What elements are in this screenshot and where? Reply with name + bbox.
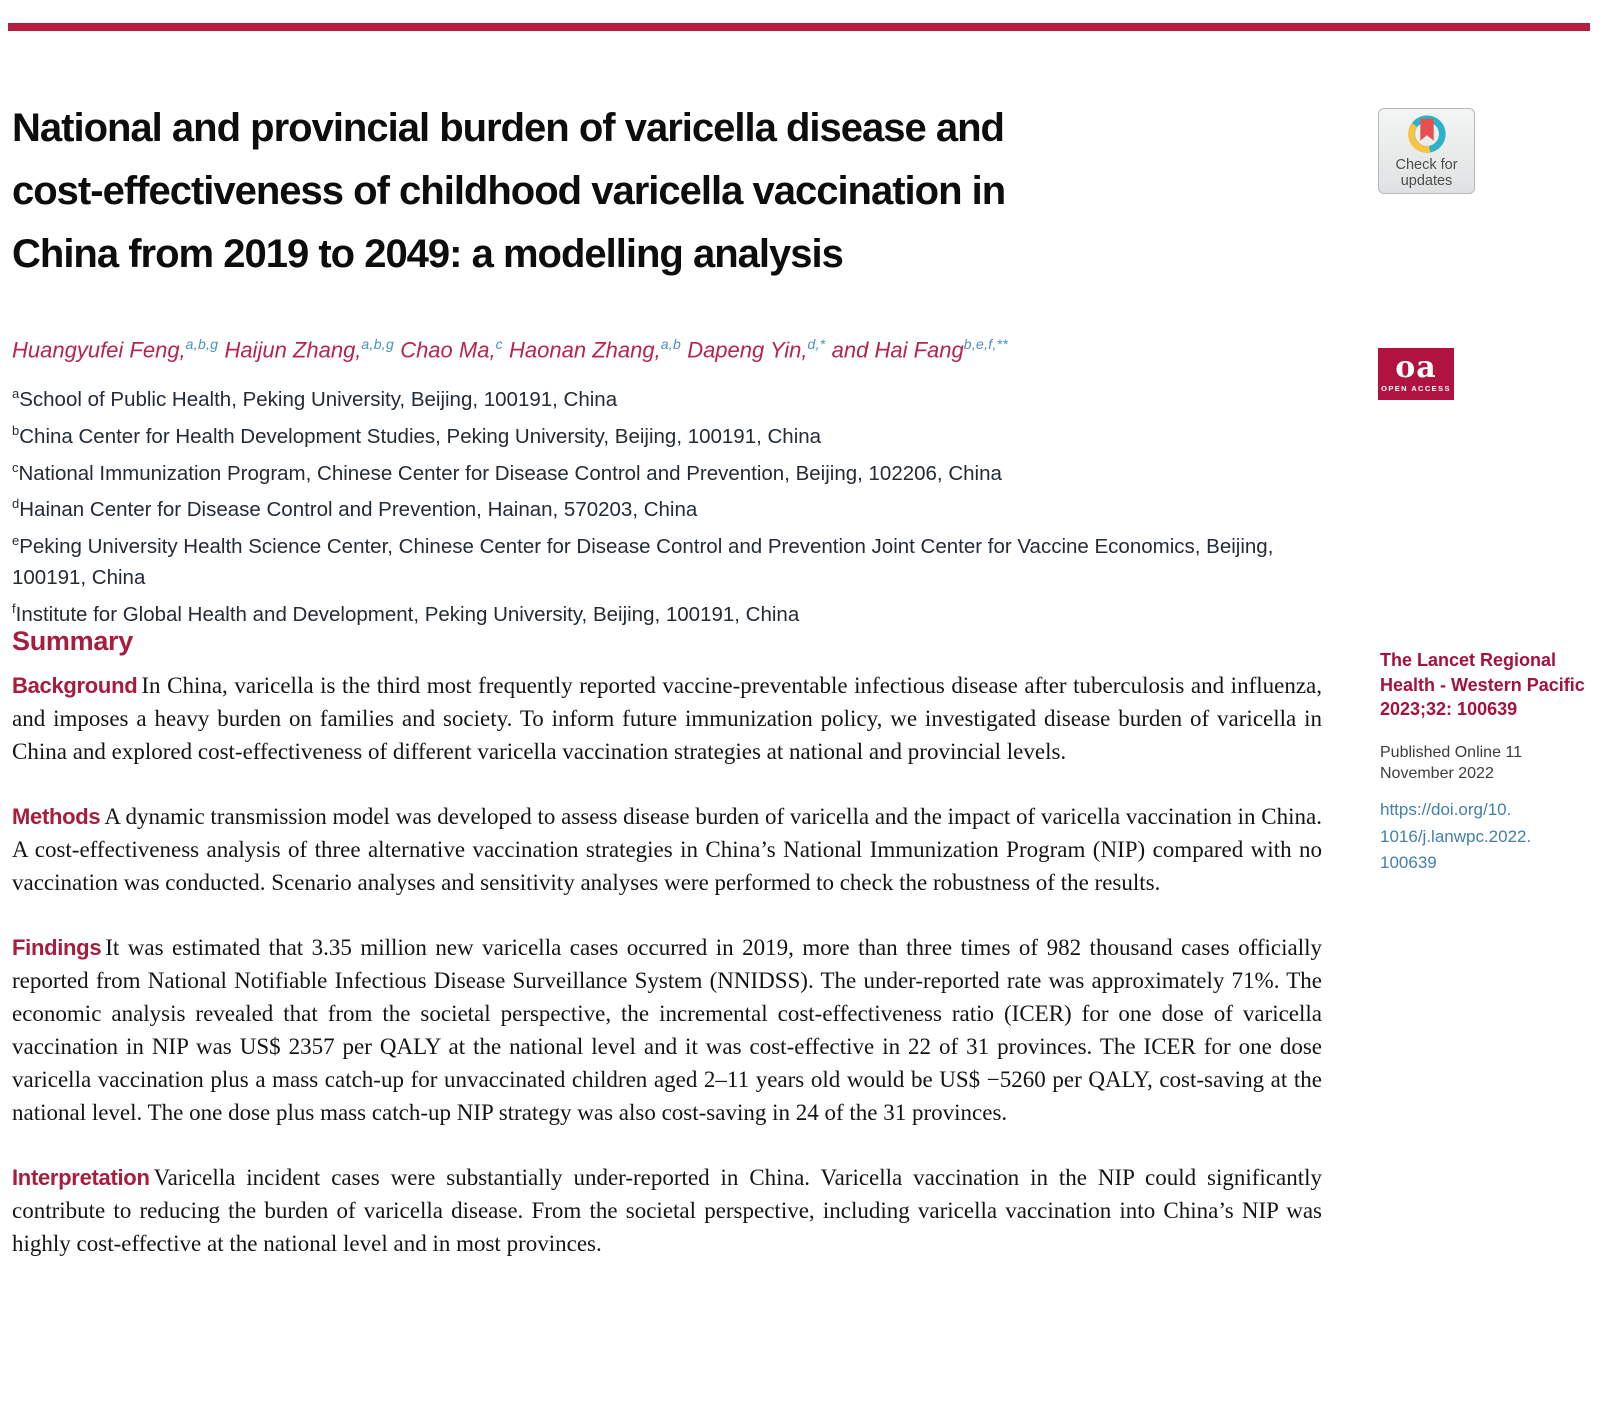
article-title-line: National and provincial burden of varicella disease and <box>12 106 1004 150</box>
summary-section-interpretation <box>12 1161 1322 1260</box>
section-text: Varicella incident cases were substantially under-reported in China. Varicella vaccination in the NIP could significantly contribute to reducing the burden of varicella disease. From the societal perspective, including varicella vaccination into China’s NIP was highly cost-effective at the national level and in most provinces. <box>12 1165 1322 1256</box>
author-list <box>12 336 1342 363</box>
author-name: Haonan Zhang, <box>509 337 661 363</box>
author-affiliation-superscript: c <box>495 336 503 352</box>
check-for-updates-badge[interactable] <box>1378 108 1475 194</box>
check-for-updates-icon <box>1404 113 1450 157</box>
summary-heading: Summary <box>12 626 133 656</box>
affiliation-item <box>12 488 1348 525</box>
journal-citation-line: Health - Western Pacific <box>1380 674 1585 695</box>
affiliation-superscript: c <box>12 459 19 475</box>
section-text: It was estimated that 3.35 million new varicella cases occurred in 2019, more than three times of 982 thousand cases officially reported from National Notifiable Infectious Disease Surveillance System (NNIDSS). The under-reported rate was approximately 71%. The economic analysis revealed that from the societal perspective, the incremental cost-effectiveness ratio (ICER) for one dose of varicella vaccination in NIP was US$ 2357 per QALY at the national level and it was cost-effective in 22 of 31 provinces. The ICER for one dose varicella vaccination plus a mass catch-up for unvaccinated children aged 2–11 years old would be US$ −5260 per QALY, cost-saving at the national level. The one dose plus mass catch-up NIP strategy was also cost-saving in 24 of the 31 provinces. <box>12 935 1322 1125</box>
summary-section-background <box>12 669 1322 768</box>
open-access-abbr: oa <box>1395 350 1437 385</box>
doi-line: 1016/j.lanwpc.2022. <box>1380 826 1532 846</box>
author-affiliation-superscript: b,e,f,** <box>963 336 1009 352</box>
author-affiliation-superscript: a,b <box>660 336 682 352</box>
article-title-line: China from 2019 to 2049: a modelling analysis <box>12 232 843 276</box>
journal-citation-line: The Lancet Regional <box>1380 650 1557 670</box>
affiliation-text: Peking University Health Science Center, Chinese Center for Disease Control and Prevention Joint Center for Vaccine Economics, Beijing, 100191, China <box>12 535 1274 590</box>
doi-link[interactable] <box>1380 797 1598 877</box>
published-date-line: Published Online 11 <box>1380 744 1523 761</box>
section-label: Findings <box>12 935 102 960</box>
author-name: Chao Ma, <box>400 337 496 363</box>
affiliation-item <box>12 452 1348 489</box>
affiliation-text: China Center for Health Development Studies, Peking University, Beijing, 100191, China <box>19 424 822 448</box>
affiliation-text: Institute for Global Health and Development, Peking University, Beijing, 100191, China <box>15 602 800 626</box>
section-label: Methods <box>12 804 101 829</box>
affiliation-superscript: a <box>12 386 20 401</box>
author-affiliation-superscript: d,* <box>807 336 826 352</box>
affiliation-item <box>12 593 1348 630</box>
affiliation-item <box>12 415 1348 452</box>
affiliation-item <box>12 525 1348 593</box>
author-name: Huangyufei Feng, <box>12 337 186 363</box>
summary-section-methods <box>12 800 1322 899</box>
affiliation-text: Hainan Center for Disease Control and Prevention, Hainan, 570203, China <box>19 498 698 522</box>
doi-line: https://doi.org/10. <box>1380 800 1512 819</box>
section-text: A dynamic transmission model was developed to assess disease burden of varicella and the impact of varicella vaccination in China. A cost-effectiveness analysis of three alternative vaccination strategies in China’s National Immunization Program (NIP) compared with no vaccination was conducted. Scenario analyses and sensitivity analyses were performed to check the robustness of the results. <box>12 804 1322 895</box>
affiliation-superscript: b <box>12 422 20 438</box>
affiliation-list <box>12 378 1348 630</box>
affiliation-superscript: e <box>12 533 20 549</box>
doi-line: 100639 <box>1380 853 1437 872</box>
author-affiliation-superscript: a,b,g <box>361 336 395 352</box>
open-access-badge <box>1378 348 1454 400</box>
journal-citation <box>1380 648 1598 722</box>
published-date-line: November 2022 <box>1380 765 1494 782</box>
affiliation-text: School of Public Health, Peking University, Beijing, 100191, China <box>19 387 618 411</box>
open-access-label: OPEN ACCESS <box>1381 384 1451 393</box>
summary-block <box>12 626 1322 1292</box>
affiliation-text: National Immunization Program, Chinese Center for Disease Control and Prevention, Beijing, 102206, China <box>18 461 1002 485</box>
check-for-updates-label: Check for updates <box>1395 157 1458 189</box>
author-name: Dapeng Yin, <box>687 337 808 363</box>
affiliation-superscript: d <box>12 496 20 512</box>
article-title <box>12 97 1342 286</box>
author-name: and Hai Fang <box>831 337 964 363</box>
section-text: In China, varicella is the third most frequently reported vaccine-preventable infectious disease after tuberculosis and influenza, and imposes a heavy burden on families and society. To inform future immunization policy, we investigated disease burden of varicella in China and explored cost-effectiveness of different varicella vaccination strategies at national and provincial levels. <box>12 673 1322 764</box>
published-date <box>1380 742 1598 784</box>
journal-citation-line: 2023;32: 100639 <box>1380 699 1518 719</box>
affiliation-item <box>12 378 1348 415</box>
section-label: Background <box>12 673 138 698</box>
affiliation-superscript: f <box>12 601 16 617</box>
top-rule <box>8 23 1590 31</box>
author-name: Haijun Zhang, <box>224 337 362 363</box>
summary-section-findings <box>12 931 1322 1129</box>
section-label: Interpretation <box>12 1165 150 1190</box>
author-affiliation-superscript: a,b,g <box>185 336 219 352</box>
article-title-line: cost-effectiveness of childhood varicella vaccination in <box>12 169 1006 213</box>
